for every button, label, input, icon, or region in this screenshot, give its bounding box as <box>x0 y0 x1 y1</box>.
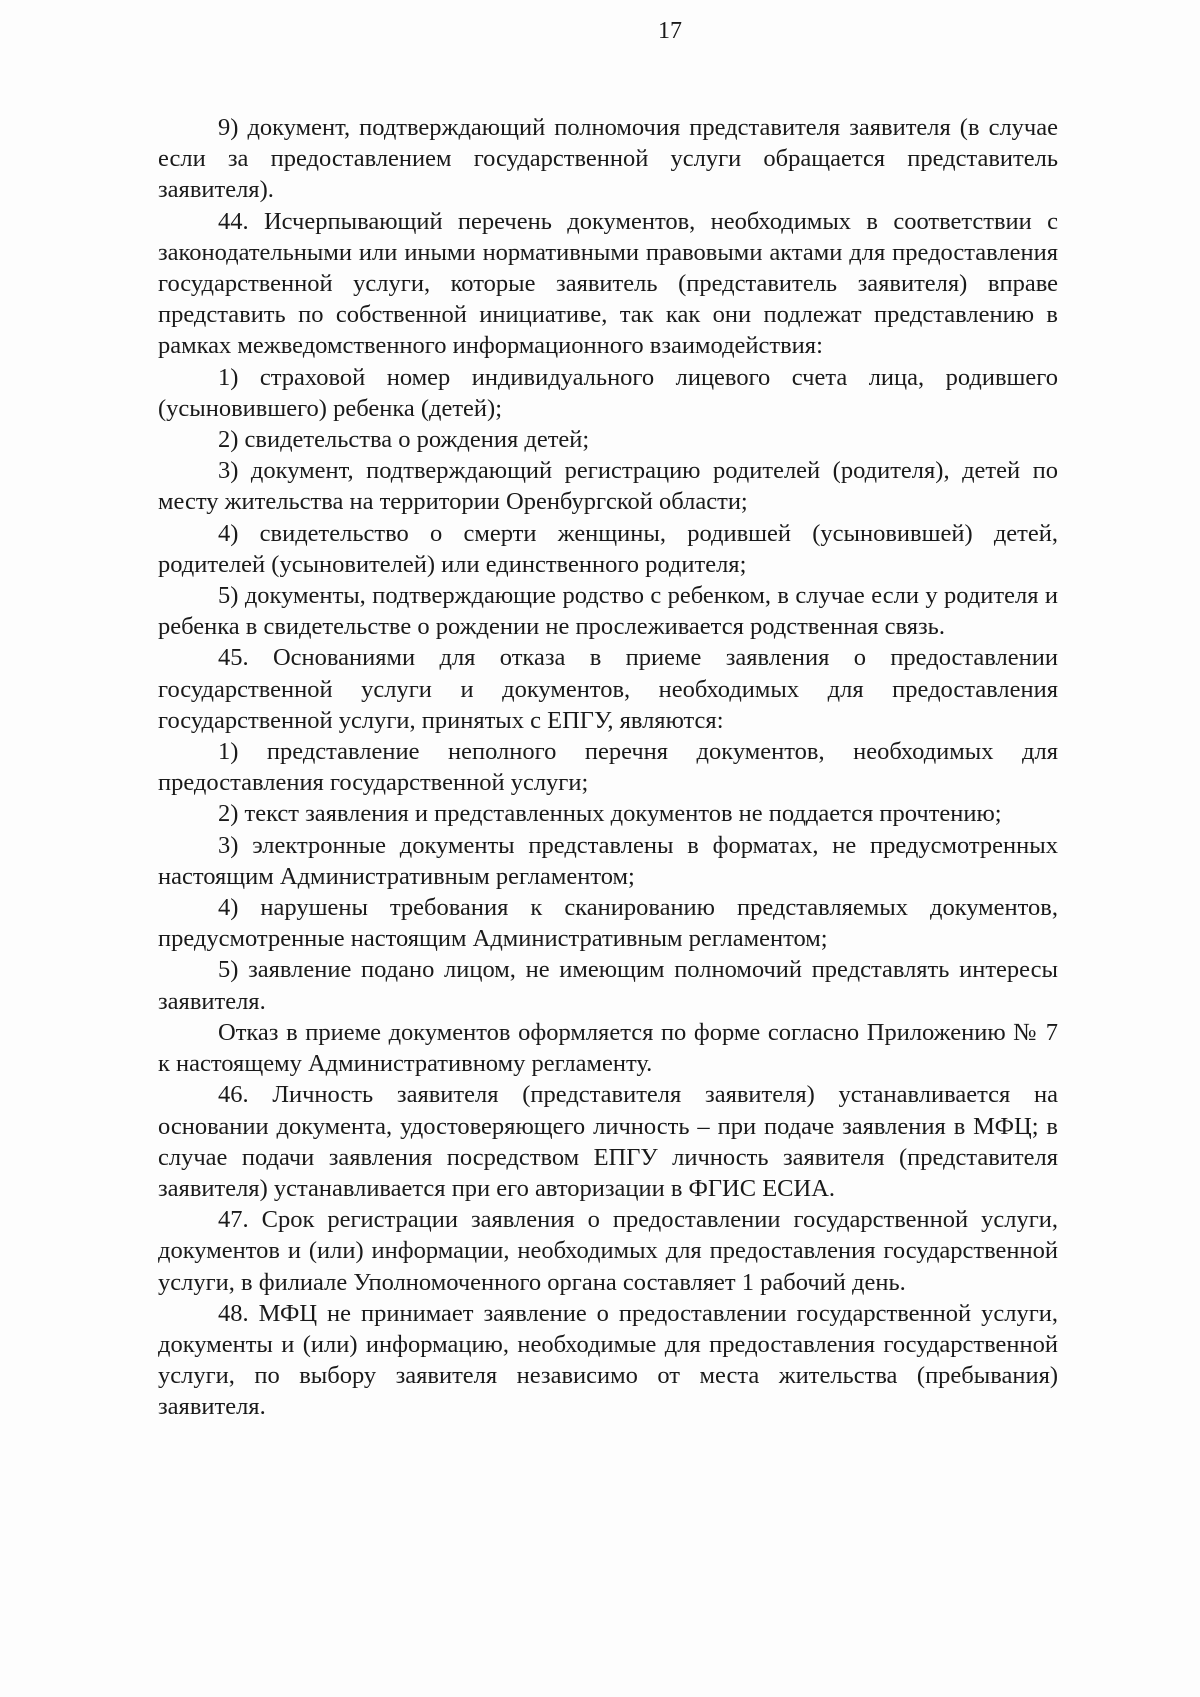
paragraph-45-item-2: 2) текст заявления и представленных документов не поддается прочтению; <box>218 800 1002 828</box>
paragraph-48: 48. МФЦ не принимает заявление о предоставлении государственной услуги, документы и (или) информацию, необходимые для предоставления государственной услуги, по выбору заявителя независимо от места жительства (пребывания) заявителя. <box>158 1299 1058 1421</box>
paragraph-item-9: 9) документ, подтверждающий полномочия представителя заявителя (в случае если за предоставлением государственной услуги обращается представитель заявителя). <box>158 114 1058 204</box>
paragraph-45-item-5: 5) заявление подано лицом, не имеющим полномочий представлять интересы заявителя. <box>158 956 1058 1015</box>
paragraph-45: 45. Основаниями для отказа в приеме заявления о предоставлении государственной услуги и документов, необходимых для предоставления государственной услуги, принятых с ЕПГУ, являются: <box>158 644 1058 734</box>
page-number: 17 <box>658 18 682 44</box>
document-body <box>158 112 1058 1423</box>
paragraph-45-item-3: 3) электронные документы представлены в форматах, не предусмотренных настоящим Административным регламентом; <box>158 831 1058 890</box>
paragraph-44-item-5: 5) документы, подтверждающие родство с ребенком, в случае если у родителя и ребенка в свидетельстве о рождении не прослеживается родственная связь. <box>158 582 1058 641</box>
paragraph-45-item-1: 1) представление неполного перечня документов, необходимых для предоставления государственной услуги; <box>158 738 1058 797</box>
paragraph-44-item-3: 3) документ, подтверждающий регистрацию родителей (родителя), детей по месту жительства на территории Оренбургской области; <box>158 457 1058 516</box>
paragraph-45-item-4: 4) нарушены требования к сканированию представляемых документов, предусмотренные настоящим Административным регламентом; <box>158 894 1058 953</box>
paragraph-44-item-1: 1) страховой номер индивидуального лицевого счета лица, родившего (усыновившего) ребенка (детей); <box>158 363 1058 422</box>
paragraph-44-item-4: 4) свидетельство о смерти женщины, родившей (усыновившей) детей, родителей (усыновителей) или единственного родителя; <box>158 519 1058 578</box>
paragraph-44-item-2: 2) свидетельства о рождения детей; <box>218 426 590 454</box>
paragraph-44: 44. Исчерпывающий перечень документов, необходимых в соответствии с законодательными или иными нормативными правовыми актами для предоставления государственной услуги, которые заявитель (представитель заявителя) вправе представить по собственной инициативе, так как они подлежат представлению в рамках межведомственного информационного взаимодействия: <box>158 207 1058 360</box>
paragraph-refusal-form: Отказ в приеме документов оформляется по форме согласно Приложению № 7 к настоящему Административному регламенту. <box>158 1018 1058 1078</box>
paragraph-46: 46. Личность заявителя (представителя заявителя) устанавливается на основании документа, удостоверяющего личность – при подаче заявления в МФЦ; в случае подачи заявления посредством ЕПГУ личность заявителя (представителя заявителя) устанавливается при его авторизации в ФГИС ЕСИА. <box>158 1081 1058 1202</box>
paragraph-47: 47. Срок регистрации заявления о предоставлении государственной услуги, документов и (или) информации, необходимых для предоставления государственной услуги, в филиале Уполномоченного органа составляет 1 рабочий день. <box>158 1206 1058 1296</box>
